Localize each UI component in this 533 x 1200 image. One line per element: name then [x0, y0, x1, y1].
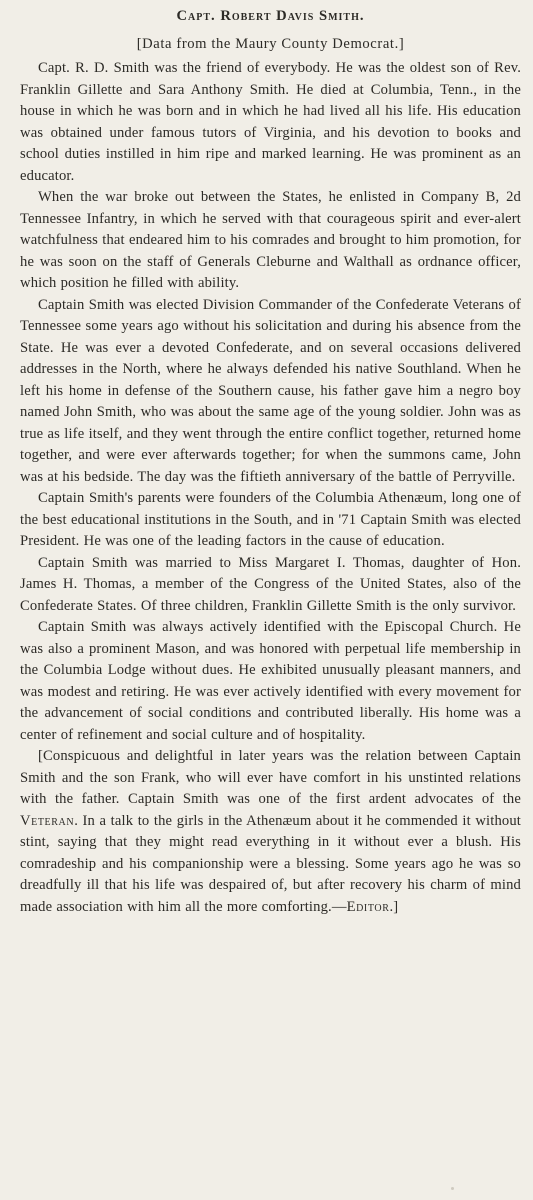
paragraph-biography: Capt. R. D. Smith was the friend of everybody. He was the oldest son of Rev. Franklin Gillette and Sara Anthony Smith. He died at Columbia, Tenn., in the house in which he was born and in which he had lived all his life. His education was obtained under famous tutors of Virginia, and his devotion to books and school duties instilled in him ripe and marked learning. He was prominent as an educator.: [20, 60, 521, 184]
page-speck: [451, 1187, 454, 1190]
article-body: [20, 58, 521, 918]
paragraph-war-service: When the war broke out between the States, he enlisted in Company B, 2d Tennessee Infantry, in which he served with that courageous spirit and ever-alert watchfulness that endeared him to his comrades and brought to him promotion, for he was soon on the staff of Generals Cleburne and Walthall as ordnance officer, which position he filled with ability.: [20, 189, 521, 291]
paragraph-church-and-lodge: Captain Smith was always actively identified with the Episcopal Church. He was also a prominent Mason, and was honored with perpetual life membership in the Columbia Lodge without dues. He exhibited unusually pleasant manners, and was modest and retiring. He was ever actively identified with every movement for the advancement of social conditions and contributed liberally. His home was a center of refinement and social culture and of hospitality.: [20, 619, 521, 743]
editor-note-closing: .]: [389, 898, 399, 915]
editor-note-text: [Conspicuous and delightful in later years was the relation between Captain Smith and the son Frank, who will ever have comfort in his unstinted relations with the father. Captain Smith was one of the first ardent advocates of the: [20, 748, 521, 807]
paragraph-athenaeum: Captain Smith's parents were founders of the Columbia Athenæum, long one of the best educational institutions in the South, and in '71 Captain Smith was elected President. He was one of the leading factors in the cause of education.: [20, 490, 521, 549]
article-source-note: [Data from the Maury County Democrat.]: [136, 36, 405, 52]
paragraph-division-commander: Captain Smith was elected Division Commander of the Confederate Veterans of Tennessee some years ago without his solicitation and during his absence from the State. He was ever a devoted Confederate, and on several occasions delivered addresses in the North, where he always defended his native Southland. When he left his home in defense of the Southern cause, his father gave him a negro boy named John Smith, who was about the same age of the young soldier. John was as true as life itself, and they went through the entire conflict together, returned home together, and were ever afterwards together; for when the summons came, John was at his bedside. The day was the fiftieth anniversary of the battle of Perryville.: [20, 296, 521, 485]
paragraph-marriage: Captain Smith was married to Miss Margaret I. Thomas, daughter of Hon. James H. Thomas, a member of the Congress of the United States, also of the Confederate States. Of three children, Franklin Gillette Smith is the only survivor.: [20, 554, 521, 614]
editor-note-text-continued: . In a talk to the girls in the Athenæum about it he commended it without stint, saying that they might read everything in it without ever a blush. His comradeship and his companionship were a blessing. Some years ago he was so dreadfully ill that his life was despaired of, but after recovery his charm of mind made association with him all the more comforting.—: [20, 812, 521, 915]
veteran-reference: Veteran: [20, 812, 75, 829]
editor-signature: Editor: [346, 898, 390, 915]
article-title: Capt. Robert Davis Smith.: [176, 8, 365, 24]
paragraph-editor-note: [20, 746, 521, 918]
